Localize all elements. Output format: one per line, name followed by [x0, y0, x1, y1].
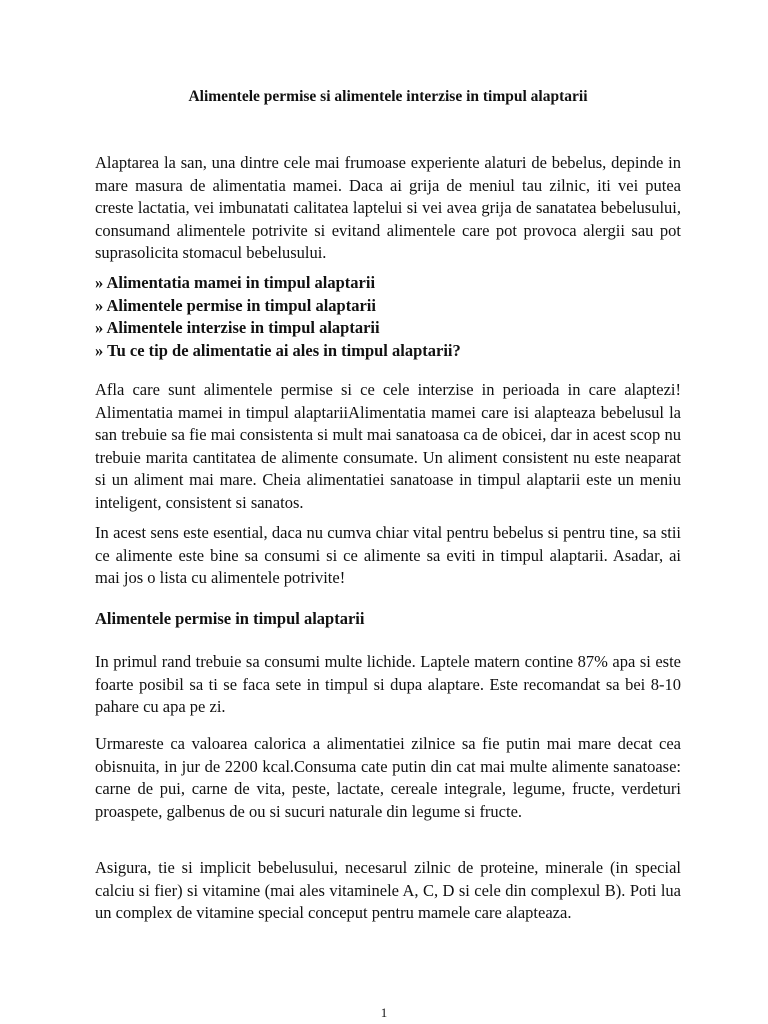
- paragraph-proteine: Asigura, tie si implicit bebelusului, necesarul zilnic de proteine, minerale (in special calciu si fier) si vitamine (mai ales vitaminele A, C, D si cele din complexul B). Poti lua un complex de vitamine special conceput pentru mamele care alapteaza.: [95, 858, 681, 922]
- link-alimentatia-mamei[interactable]: » Alimentatia mamei in timpul alaptarii: [95, 273, 376, 292]
- paragraph-afla: Afla care sunt alimentele permise si ce cele interzise in perioada in care alaptezi! Alimentatia mamei in timpul alaptariiAlimentatia mamei care isi alapteaza bebelusul la san trebuie sa fie mai consistenta si mult mai sanatoasa ca de obicei, dar in acest scop nu trebuie marita cantitatea de alimente consumate. Un aliment consistent nu este neaparat si un aliment mai mare. Cheia alimentatiei sanatoase in timpul alaptarii este un meniu inteligent, consistent si sanatos.: [95, 380, 681, 512]
- document-title: Alimentele permise si alimentele interzise in timpul alaptarii: [188, 88, 588, 105]
- intro-paragraph: Alaptarea la san, una dintre cele mai frumoase experiente alaturi de bebelus, depinde in mare masura de alimentatia mamei. Daca ai grija de meniul tau zilnic, iti vei putea creste lactatia, vei imbunatati calitatea laptelui si vei avea grija de sanatatea bebelusului, consumand alimentele potrivite si evitand alimentele care pot provoca alergii sau pot suprasolicita stomacul bebelusului.: [95, 153, 681, 262]
- link-alimentele-interzise[interactable]: » Alimentele interzise in timpul alaptarii: [95, 318, 380, 337]
- page-number: 1: [380, 1005, 388, 1020]
- paragraph-valoare-calorica: Urmareste ca valoarea calorica a alimentatiei zilnice sa fie putin mai mare decat cea obisnuita, in jur de 2200 kcal.Consuma cate putin din cat mai multe alimente sanatoase: carne de pui, carne de vita, peste, lactate, cereale integrale, legume, fructe, verdeturi proaspete, galbenus de ou si sucuri naturale din legume si fructe.: [95, 734, 681, 821]
- paragraph-in-acest-sens: In acest sens este esential, daca nu cumva chiar vital pentru bebelus si pentru tine, sa stii ce alimente este bine sa consumi si ce alimente sa eviti in timpul alaptarii. Asadar, ai mai jos o lista cu alimentele potrivite!: [95, 523, 681, 587]
- section-heading: Alimentele permise in timpul alaptarii: [95, 609, 365, 628]
- link-tip-alimentatie[interactable]: » Tu ce tip de alimentatie ai ales in timpul alaptarii?: [95, 340, 461, 360]
- article-links-list: [95, 272, 681, 362]
- paragraph-lichide: In primul rand trebuie sa consumi multe lichide. Laptele matern contine 87% apa si este foarte posibil sa ti se faca sete in timpul si dupa alaptare. Este recomandat sa bei 8-10 pahare cu apa pe zi.: [95, 652, 681, 716]
- link-alimentele-permise[interactable]: » Alimentele permise in timpul alaptarii: [95, 295, 376, 315]
